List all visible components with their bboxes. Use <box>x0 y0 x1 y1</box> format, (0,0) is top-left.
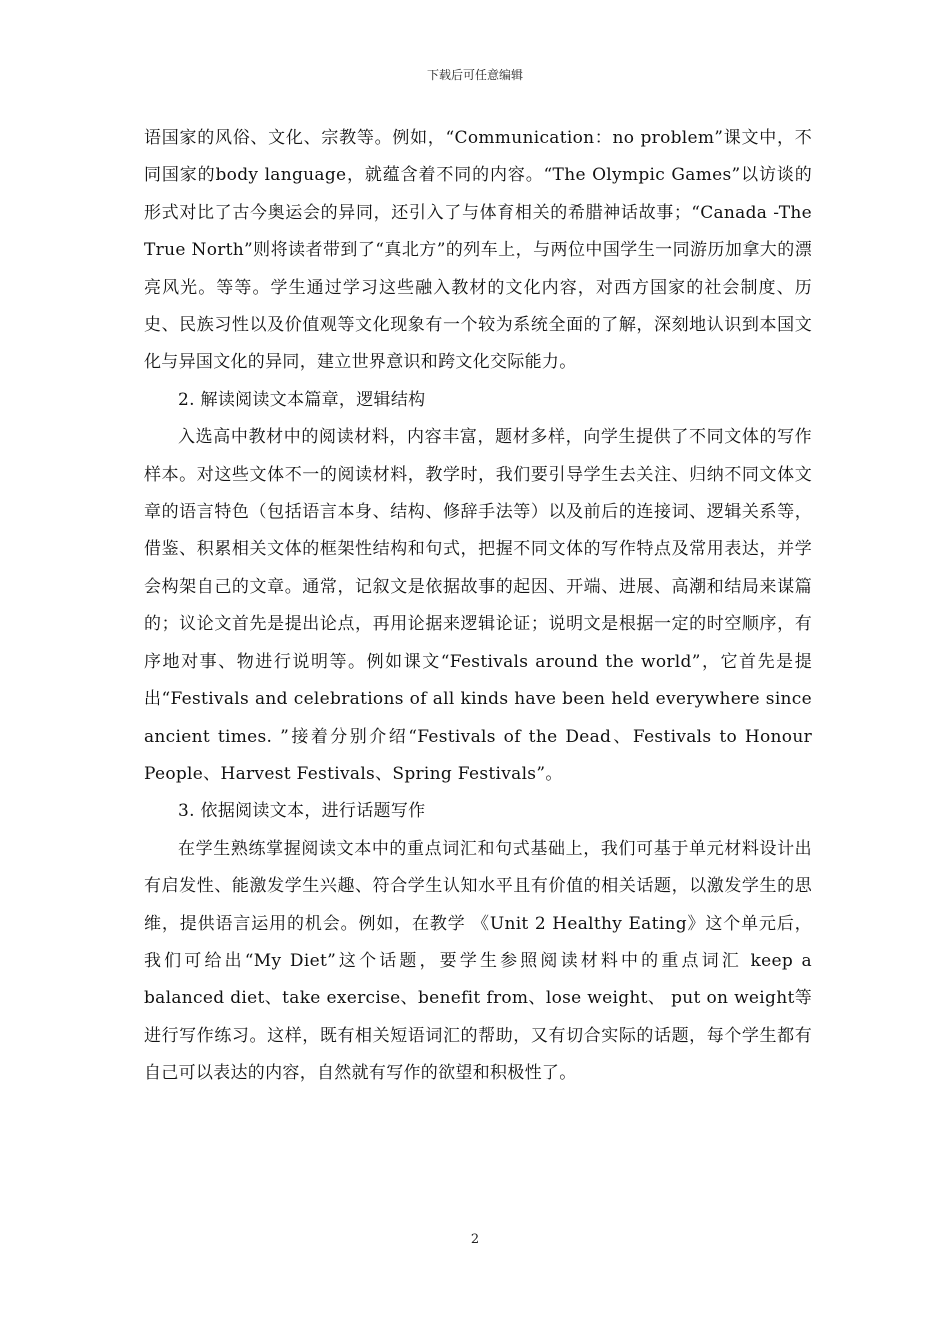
body-text <box>144 120 812 1093</box>
page-number: 2 <box>470 1232 480 1247</box>
section-heading-2: 2. 解读阅读文本篇章，逻辑结构 <box>178 389 426 410</box>
paragraph-continuation: 语国家的风俗、文化、宗教等。例如，“Communication：no problem”课文中，不同国家的body language，就蕴含着不同的内容。“The Olympic Games”以访谈的形式对比了古今奥运会的异同，还引入了与体育相关的希腊神话故事；“Canada -The True North”则将读者带到了“真北方”的列车上，与两位中国学生一同游历加拿大的漂亮风光。等等。学生通过学习这些融入教材的文化内容，对西方国家的社会制度、历史、民族习性以及价值观等文化现象有一个较为系统全面的了解，深刻地认识到本国文化与异国文化的异同，建立世界意识和跨文化交际能力。 <box>144 128 812 373</box>
paragraph-topic-writing: 在学生熟练掌握阅读文本中的重点词汇和句式基础上，我们可基于单元材料设计出有启发性、能激发学生兴趣、符合学生认知水平且有价值的相关话题，以激发学生的思维，提供语言运用的机会。例如，在教学 《Unit 2 Healthy Eating》这个单元后，我们可给出“My Diet”这个话题，要学生参照阅读材料中的重点词汇 keep a balanced diet、take exercise、benefit from、lose weight、 put on weight等进行写作练习。这样，既有相关短语词汇的帮助，又有切合实际的话题，每个学生都有自己可以表达的内容，自然就有写作的欲望和积极性了。 <box>144 838 812 1084</box>
section-heading-3: 3. 依据阅读文本，进行话题写作 <box>178 801 426 822</box>
page-header: 下载后可任意编辑 <box>426 68 523 82</box>
paragraph-reading-structure: 入选高中教材中的阅读材料，内容丰富，题材多样，向学生提供了不同文体的写作样本。对这些文体不一的阅读材料，教学时，我们要引导学生去关注、归纳不同文体文章的语言特色（包括语言本身、结构、修辞手法等）以及前后的连接词、逻辑关系等，借鉴、积累相关文体的框架性结构和句式，把握不同文体的写作特点及常用表达，并学会构架自己的文章。通常，记叙文是依据故事的起因、开端、进展、高潮和结局来谋篇的；议论文首先是提出论点，再用论据来逻辑论证；说明文是根据一定的时空顺序，有序地对事、物进行说明等。例如课文“Festivals around the world”，它首先是提出“Festivals and celebrations of all kinds have been held everywhere since ancient times. ”接着分别介绍“Festivals of the Dead、Festivals to Honour People、Harvest Festivals、Spring Festivals”。 <box>144 427 812 784</box>
